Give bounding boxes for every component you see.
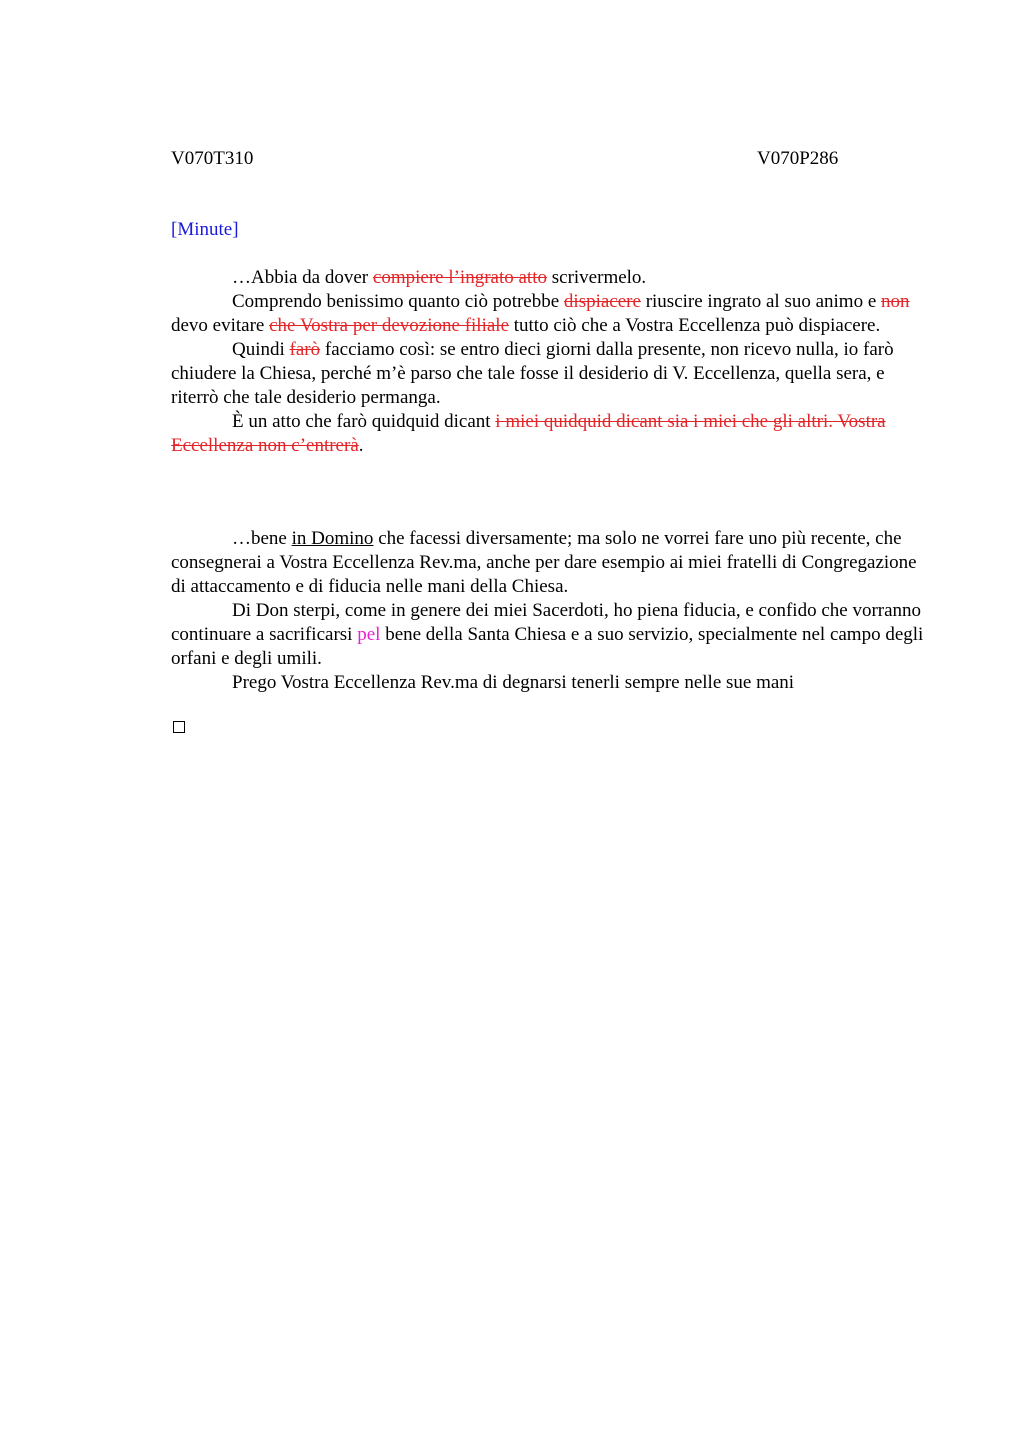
paragraph-don-sterpi — [171, 599, 931, 671]
paragraph-atto — [171, 410, 931, 458]
inserted-text: pel — [357, 624, 381, 645]
paragraph-comprendo — [171, 290, 931, 338]
paragraph-quindi — [171, 338, 931, 410]
paragraph-abbia — [171, 266, 931, 290]
text-segment: Di Don sterpi, come in genere dei miei Sacerdoti, ho piena fiducia, e confido che vorranno continuare a sacrificarsi — [171, 600, 922, 645]
paragraph-prego — [171, 671, 931, 695]
text-segment: Prego Vostra Eccellenza Rev.ma di degnarsi tenerli sempre nelle sue mani — [232, 672, 795, 693]
document-code-left: V070T310 — [171, 148, 254, 169]
deleted-text: compiere l’ingrato atto — [372, 267, 547, 288]
text-block-first — [171, 266, 931, 458]
text-segment: scrivermelo. — [547, 267, 647, 288]
deleted-text: dispiacere — [563, 291, 641, 312]
text-segment: facciamo così: se entro dieci giorni dalla presente, non ricevo nulla, io farò chiudere la Chiesa, perché m’è parso che tale fosse il desiderio di V. Eccellenza, quella sera, e riterrò che tale desiderio permanga. — [171, 339, 894, 408]
deleted-text: farò — [289, 339, 321, 360]
text-block-second — [171, 527, 931, 695]
empty-square-icon — [173, 721, 185, 733]
text-segment: …bene — [232, 528, 292, 549]
document-code-right: V070P286 — [757, 148, 839, 169]
text-segment: bene della Santa Chiesa e a suo servizio, specialmente nel campo degli orfani e degli umili. — [171, 624, 924, 669]
text-segment: che facessi diversamente; ma solo ne vorrei fare uno più recente, che consegnerai a Vostra Eccellenza Rev.ma, anche per dare esempio ai miei fratelli di Congregazione di attaccamento e di fiducia nelle mani della Chiesa. — [171, 528, 917, 597]
text-segment: Comprendo benissimo quanto ciò potrebbe — [232, 291, 564, 312]
text-segment: …Abbia da dover — [232, 267, 373, 288]
minute-tag: [Minute] — [171, 219, 239, 240]
deleted-text: non — [881, 291, 910, 312]
text-segment: È un atto che farò quidquid dicant — [232, 411, 496, 432]
text-segment: riuscire ingrato al suo animo e — [640, 291, 882, 312]
paragraph-bene — [171, 527, 931, 599]
deleted-text: i miei quidquid dicant sia i miei che gli altri. Vostra Eccellenza non c’entrerà — [171, 411, 886, 456]
text-segment: devo evitare — [171, 315, 270, 336]
underlined-text: in Domino — [291, 528, 374, 549]
text-segment: tutto ciò che a Vostra Eccellenza può dispiacere. — [509, 315, 881, 336]
text-segment: Quindi — [232, 339, 290, 360]
text-segment: . — [358, 435, 364, 456]
deleted-text: che Vostra per devozione filiale — [269, 315, 509, 336]
